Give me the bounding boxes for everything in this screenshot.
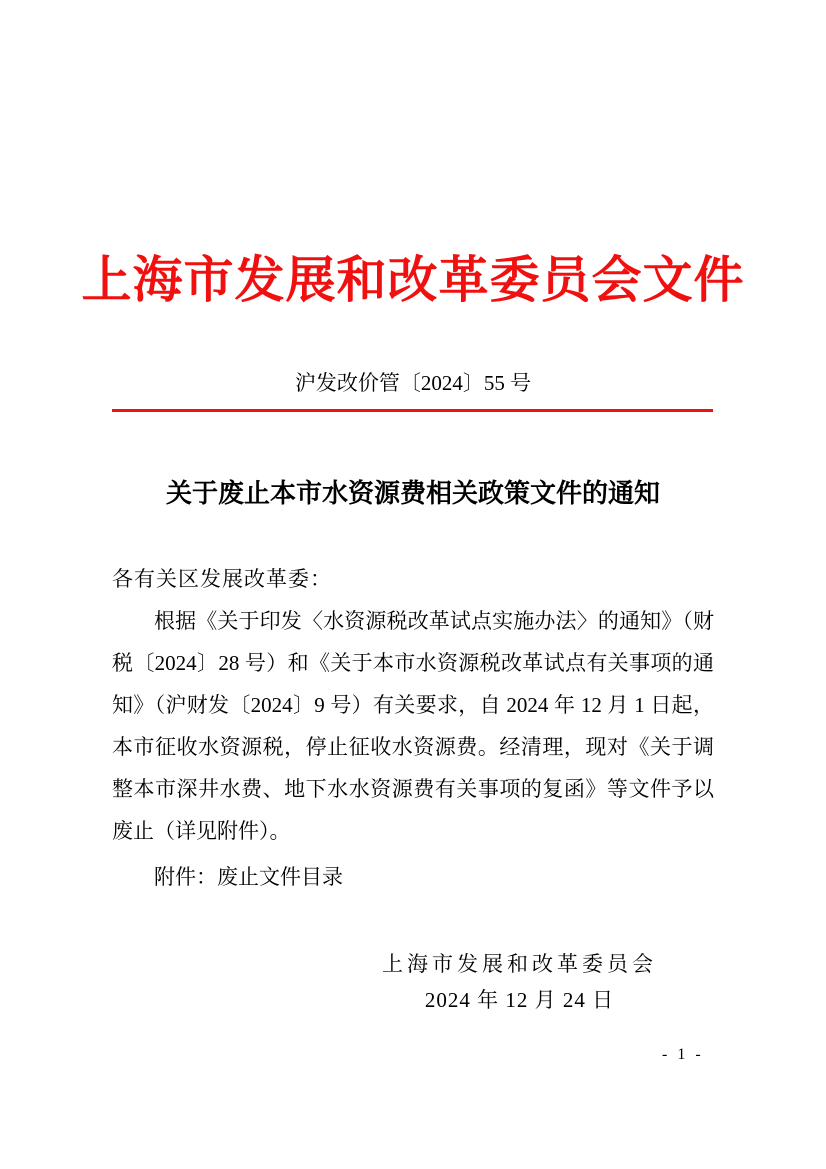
doc-number: 沪发改价管〔2024〕55 号 — [294, 371, 532, 395]
signature-block — [382, 950, 657, 1014]
body-paragraph — [112, 600, 714, 852]
doc-title: 关于废止本市水资源费相关政策文件的通知 — [165, 479, 660, 508]
body-line: 知》（沪财发〔2024〕9 号）有关要求，自 2024 年 12 月 1 日起， — [112, 693, 714, 717]
body-line: 整本市深井水费、地下水水资源费有关事项的复函》等文件予以 — [112, 777, 714, 801]
body-line: 本市征收水资源税，停止征收水资源费。经清理，现对《关于调 — [112, 735, 714, 759]
agency-header-title: 上海市发展和改革委员会文件 — [81, 252, 745, 308]
attachment-line: 附件：废止文件目录 — [154, 865, 343, 889]
signature-date: 2024 年 12 月 24 日 — [424, 988, 615, 1012]
body-line: 税〔2024〕28 号）和《关于本市水资源税改革试点有关事项的通 — [112, 651, 714, 675]
signature-name: 上海市发展和改革委员会 — [382, 952, 657, 976]
body-line: 废止（详见附件）。 — [112, 819, 291, 843]
salutation: 各有关区发展改革委： — [112, 567, 332, 591]
red-divider-line — [112, 409, 713, 412]
body-line: 根据《关于印发〈水资源税改革试点实施办法〉的通知》（财 — [154, 609, 714, 633]
page-number: - 1 - — [662, 1046, 704, 1063]
